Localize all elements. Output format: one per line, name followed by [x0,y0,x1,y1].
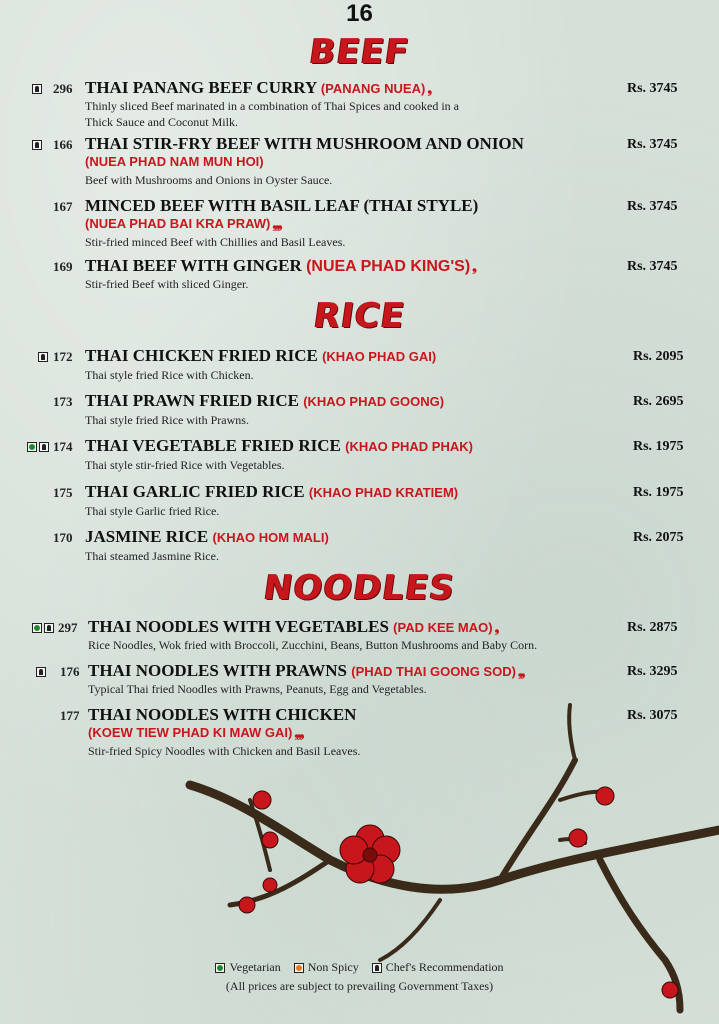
item-price: Rs. 1975 [633,485,684,500]
item-thai-name: (PAD KEE MAO) [393,620,493,635]
menu-item [0,346,719,382]
menu-item [0,527,719,563]
item-price: Rs. 2095 [633,349,684,364]
item-number: 176 [60,664,80,679]
chef-recommendation-icon [39,442,49,452]
chef-recommendation-icon [32,84,42,94]
item-number: 172 [53,349,73,364]
item-name: THAI GARLIC FRIED RICE (KHAO PHAD KRATIEM) [85,482,459,501]
item-price: Rs. 1975 [633,439,684,454]
menu-item [0,391,719,427]
legend [0,960,719,994]
page-number: 16 [346,0,373,27]
item-price: Rs. 3745 [627,137,678,152]
section-title-rice: RICE [311,296,408,336]
item-price: Rs. 3745 [627,81,678,96]
chili-icon: ❟ [472,260,475,274]
chili-icon: ❟❟ [517,665,524,679]
menu-item [0,617,719,652]
item-name: THAI NOODLES WITH VEGETABLES (PAD KEE MAO) ❟ [88,617,498,636]
item-price: Rs. 3075 [627,708,678,723]
item-description: Stir-fried minced Beef with Chillies and Basil Leaves. [85,235,346,249]
item-name: THAI PANANG BEEF CURRY (PANANG NUEA) ❟ [85,78,431,97]
chef-recommendation-icon [372,963,382,973]
chili-icon: ❟ [427,82,431,96]
vegetarian-icon [27,442,37,452]
item-number: 175 [53,485,73,500]
item-description: Thai style fried Rice with Chicken. [85,368,254,382]
item-description: Thinly sliced Beef marinated in a combination of Thai Spices and cooked in a Thick Sauce and Coconut Milk. [85,99,460,129]
item-thai-name: (KHAO HOM MALI) [212,530,329,545]
section-title-beef: BEEF [306,32,413,72]
item-thai-name: (PHAD THAI GOONG SOD) [351,664,516,679]
item-price: Rs. 2875 [627,620,678,635]
item-price: Rs. 3295 [627,664,678,679]
menu-item [0,705,719,758]
item-description: Beef with Mushrooms and Onions in Oyster Sauce. [85,173,333,187]
item-name: THAI NOODLES WITH CHICKEN [88,705,357,724]
chef-recommendation-icon [32,140,42,150]
section-title-noodles: NOODLES [261,568,458,608]
menu-item [0,78,719,129]
legend-non-spicy: Non Spicy [294,960,359,975]
item-description: Thai style fried Rice with Prawns. [85,413,249,427]
item-price: Rs. 2695 [633,394,684,409]
vegetarian-icon [215,963,225,973]
item-name: MINCED BEEF WITH BASIL LEAF (THAI STYLE) [85,196,479,215]
non-spicy-icon [294,963,304,973]
item-thai-name: (NUEA PHAD KING'S) [306,258,471,275]
item-description: Thai steamed Jasmine Rice. [85,549,219,563]
item-number: 177 [60,708,80,723]
item-description: Stir-fried Spicy Noodles with Chicken and Basil Leaves. [88,744,361,758]
item-name: THAI CHICKEN FRIED RICE (KHAO PHAD GAI) [85,346,437,365]
menu-item [0,256,719,291]
menu-item [0,482,719,518]
item-thai-name: (NUEA PHAD NAM MUN HOI) [85,154,264,169]
item-number: 170 [53,530,73,545]
chili-icon: ❟ [494,621,498,635]
item-number: 174 [53,439,73,454]
item-name: THAI STIR-FRY BEEF WITH MUSHROOM AND ONION [85,134,524,153]
chef-recommendation-icon [36,667,46,677]
item-name: JASMINE RICE (KHAO HOM MALI) [85,527,329,546]
item-icons [32,84,42,94]
vegetarian-icon [32,623,42,633]
legend-chef: Chef's Recommendation [372,960,504,975]
item-description: Rice Noodles, Wok fried with Broccoli, Zucchini, Beans, Button Mushrooms and Baby Corn. [88,638,538,652]
item-price: Rs. 3745 [627,259,678,274]
item-thai-name: (KHAO PHAD KRATIEM) [308,485,459,500]
item-number: 297 [58,620,78,635]
chili-icon: ❟❟❟ [294,726,303,740]
menu-item [0,436,719,472]
item-thai-name: (KOEW TIEW PHAD KI MAW GAI) ❟❟❟ [88,725,303,740]
chef-recommendation-icon [38,352,48,362]
item-description: Thai style Garlic fried Rice. [85,504,220,518]
item-number: 169 [53,259,73,274]
legend-vegetarian: Vegetarian [215,960,280,975]
tax-footnote: (All prices are subject to prevailing Government Taxes) [225,978,494,993]
menu-item [0,196,719,249]
item-name: THAI PRAWN FRIED RICE (KHAO PHAD GOONG) [85,391,445,410]
chef-recommendation-icon [44,623,54,633]
chili-icon: ❟❟❟ [272,217,281,231]
item-name: THAI BEEF WITH GINGER (NUEA PHAD KING'S) ❟ [85,256,475,275]
item-number: 296 [53,81,73,96]
item-description: Typical Thai fried Noodles with Prawns, Peanuts, Egg and Vegetables. [88,682,427,696]
menu-item [0,134,719,187]
item-price: Rs. 3745 [627,199,678,214]
item-name: THAI VEGETABLE FRIED RICE (KHAO PHAD PHAK) [85,436,473,455]
item-number: 166 [53,137,73,152]
item-thai-name: (KHAO PHAD PHAK) [345,439,473,454]
item-description: Stir-fried Beef with sliced Ginger. [85,277,249,291]
item-description: Thai style stir-fried Rice with Vegetables. [85,458,285,472]
item-name: THAI NOODLES WITH PRAWNS (PHAD THAI GOONG SOD) ❟❟ [88,661,524,680]
item-number: 173 [53,394,73,409]
item-thai-name: (KHAO PHAD GOONG) [303,394,445,409]
menu-item [0,661,719,696]
item-number: 167 [53,199,73,214]
item-thai-name: (PANANG NUEA) [320,81,426,96]
item-thai-name: (NUEA PHAD BAI KRA PRAW) ❟❟❟ [85,216,281,231]
item-price: Rs. 2075 [633,530,684,545]
item-thai-name: (KHAO PHAD GAI) [322,349,437,364]
